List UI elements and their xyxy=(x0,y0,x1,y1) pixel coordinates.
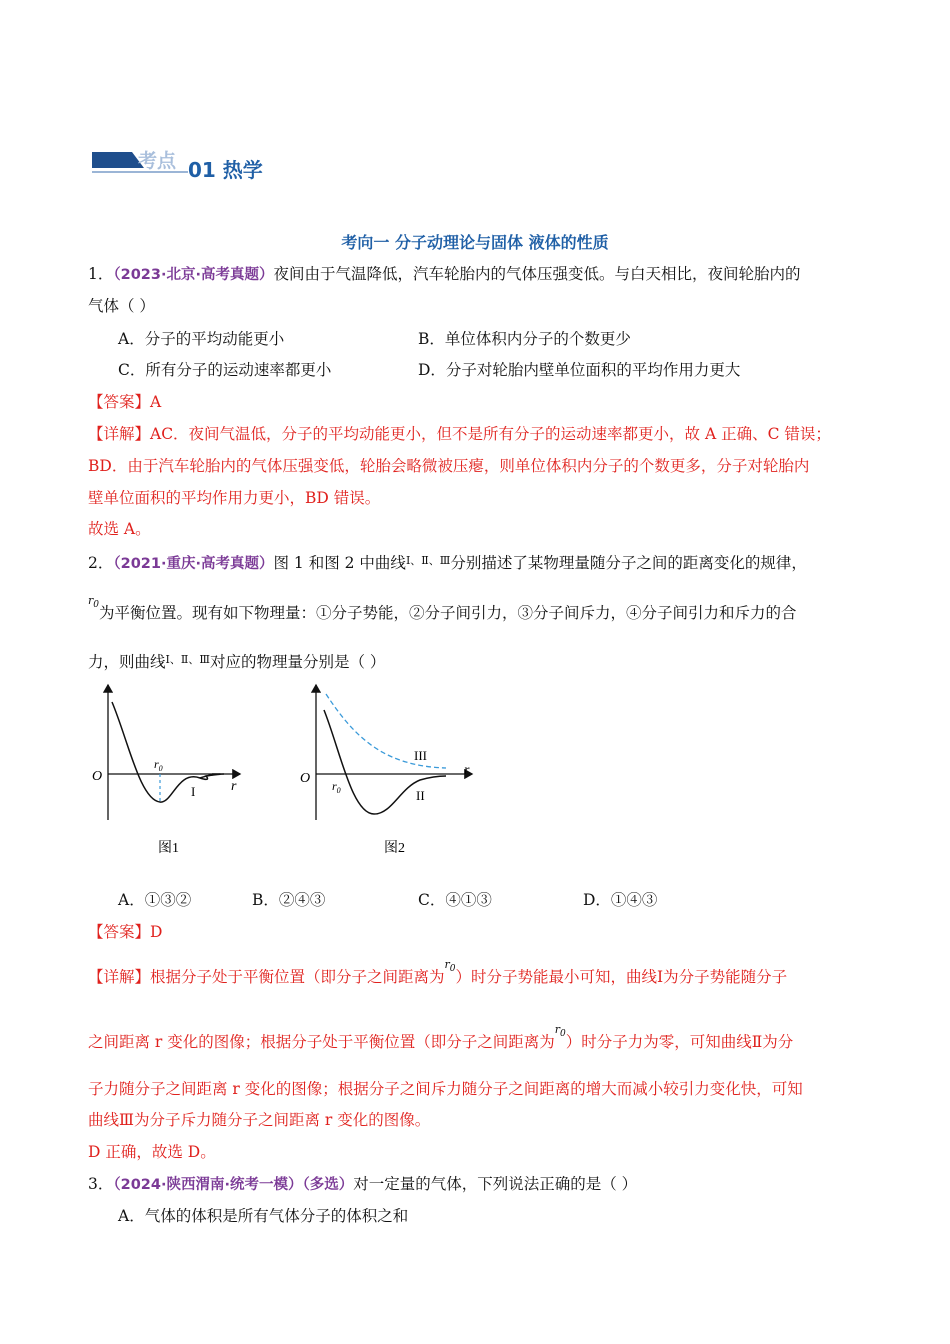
q2-stem-3a: 力，则曲线 xyxy=(88,653,166,671)
q1-option-b: B．单位体积内分子的个数更少 xyxy=(418,330,631,348)
q2-line-1 xyxy=(88,550,807,575)
q2-curve-labels: Ⅰ、Ⅱ、Ⅲ xyxy=(405,554,451,567)
q1-option-c: C．所有分子的运动速率都更小 xyxy=(118,361,332,379)
fig2-r0: $r_0$ xyxy=(332,779,341,795)
q1-detail-4: 故选 A。 xyxy=(88,520,151,538)
figure-1 xyxy=(88,680,258,865)
header-title: 01 热学 xyxy=(188,158,263,182)
q2-detail-2: 之间距离 r 变化的图像；根据分子处于平衡位置（即分子之间距离为$^{r_0}$）时分子力为零，可知曲线Ⅱ为分 xyxy=(88,1023,794,1051)
q2-source: （2021·重庆·高考真题） xyxy=(113,556,274,572)
q3-line-1 xyxy=(88,1173,637,1196)
fig2-origin: O xyxy=(300,771,311,786)
q2-stem-3b: 对应的物理量分别是（ ） xyxy=(209,653,386,671)
q3-number: 3． xyxy=(88,1175,114,1193)
fig2-caption: 图2 xyxy=(384,841,405,856)
fig1-r0: $r_0$ xyxy=(154,757,163,773)
q3-option-a: A．气体的体积是所有气体分子的体积之和 xyxy=(118,1207,409,1225)
figure-2 xyxy=(296,680,486,865)
q2-answer: 【答案】D xyxy=(88,923,163,941)
q2-option-c: C．④①③ xyxy=(418,891,492,909)
q2-number: 2． xyxy=(88,554,114,572)
q2-option-b: B．②④③ xyxy=(252,891,326,909)
q2-detail-4: 曲线Ⅲ为分子斥力随分子之间距离 r 变化的图像。 xyxy=(88,1111,431,1129)
fig1-caption: 图1 xyxy=(158,841,179,856)
q2-r0: r0 xyxy=(88,594,99,611)
q2-option-a: A．①③② xyxy=(118,891,192,909)
fig2-axis-label: r xyxy=(464,763,470,778)
q3-stem: 对一定量的气体，下列说法正确的是（ ） xyxy=(353,1175,638,1193)
q2-stem-1a: 图 1 和图 2 中曲线 xyxy=(273,554,406,572)
q2-stem-2: 为平衡位置。现有如下物理量：①分子势能，②分子间引力，③分子间斥力，④分子间引力和斥力的合 xyxy=(99,604,797,622)
fig2-curve-iii-label: III xyxy=(414,748,427,763)
q1-detail-3: 壁单位面积的平均作用力更小，BD 错误。 xyxy=(88,489,381,507)
q1-source: （2023·北京·高考真题） xyxy=(113,267,274,283)
q1-detail-2: BD．由于汽车轮胎内的气体压强变低，轮胎会略微被压瘪，则单位体积内分子的个数更多，分子对轮胎内 xyxy=(88,457,810,475)
fig1-origin: O xyxy=(92,769,103,784)
fig2-curve-iii xyxy=(326,694,446,768)
q2-detail-1: 【详解】根据分子处于平衡位置（即分子之间距离为$^{r_0}$）时分子势能最小可知，曲线Ⅰ为分子势能随分子 xyxy=(88,958,788,986)
q1-answer: 【答案】A xyxy=(88,393,162,411)
q1-stem: 夜间由于气温降低，汽车轮胎内的气体压强变低。与白天相比，夜间轮胎内的 xyxy=(273,265,801,283)
q2-detail-3: 子力随分子之间距离 r 变化的图像；根据分子之间斥力随分子之间距离的增大而减小较引力变化快，可知 xyxy=(88,1080,803,1098)
section-header xyxy=(92,146,292,186)
q2-option-d: D．①④③ xyxy=(583,891,658,909)
q2-detail-5: D 正确，故选 D。 xyxy=(88,1143,216,1161)
q1-line-1 xyxy=(88,263,801,286)
q2-line-2 xyxy=(88,594,797,630)
q3-source: （2024·陕西渭南·统考一模）（多选） xyxy=(113,1177,354,1193)
q2-stem-1b: 分别描述了某物理量随分子之间的距离变化的规律， xyxy=(450,554,807,572)
fig1-axis-label: r xyxy=(231,779,237,794)
q1-detail-1: 【详解】AC．夜间气温低，分子的平均动能更小，但不是所有分子的运动速率都更小，故 A 正确、C 错误； xyxy=(88,425,831,443)
section-title: 考向一 分子动理论与固体 液体的性质 xyxy=(341,233,609,252)
q1-stem-2: 气体（ ） xyxy=(88,297,155,315)
q1-number: 1． xyxy=(88,265,114,283)
header-badge: 考点 xyxy=(138,150,177,172)
fig2-curve-ii xyxy=(324,710,446,814)
fig2-curve-ii-label: II xyxy=(416,788,425,803)
q2-line-3 xyxy=(88,649,385,673)
q1-option-d: D．分子对轮胎内壁单位面积的平均作用力更大 xyxy=(418,361,741,379)
q2-curve-labels-2: Ⅰ、Ⅱ、Ⅲ xyxy=(165,653,210,666)
fig1-curve-label: I xyxy=(191,784,196,799)
q1-option-a: A．分子的平均动能更小 xyxy=(118,330,285,348)
fig1-curve-i xyxy=(112,702,220,802)
